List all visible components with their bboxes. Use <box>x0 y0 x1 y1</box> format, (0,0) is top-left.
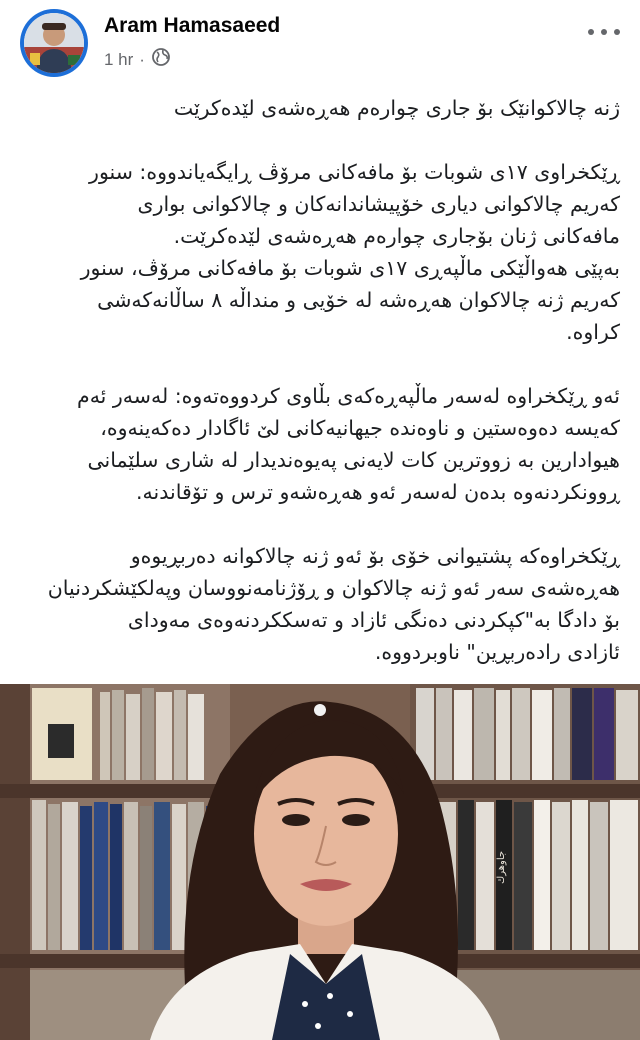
globe-icon[interactable] <box>151 47 171 72</box>
more-options-icon[interactable] <box>588 22 620 42</box>
author-avatar[interactable] <box>20 9 88 77</box>
more-dot <box>614 29 620 35</box>
post-paragraph: ڕێکخراوەکە پشتیوانی خۆی بۆ ئەو ژنە چالاکوانە دەربڕیوەو هەڕەشەی سەر ئەو ژنە چالاکوان و ڕۆژنامەنووسان وپەلکێشکردنیان بۆ دادگا بە"کپکردنی دەنگی ئازاد و تەسککردنەوەی مەودای ئازادی رادەربڕین" ناوبردووە. <box>47 544 620 664</box>
meta-separator: · <box>139 49 145 69</box>
post-headline: ژنە چالاکوانێک بۆ جاری چوارەم هەڕەشەی لێدەکرێت <box>173 96 620 120</box>
post-meta <box>104 47 171 72</box>
post-paragraph: ڕێکخراوی ١٧ی شوبات بۆ مافەکانی مرۆڤ ڕایگەیاندووە: سنور کەریم چالاکوانی دیاری خۆپیشاندانەکان و چالاکوانی بواری مافەکانی ژنان بۆجاری چوارەم هەڕەشەی لێدەکرێت. بەپێی هەواڵێکی ماڵپەڕی ١٧ی شوبات بۆ مافەکانی مرۆڤ، سنور کەریم ژنە چالاکوان هەڕەشە لە خۆیی و منداڵە ٨ ساڵانەکەشی کراوە. <box>80 160 620 344</box>
post-header <box>0 0 640 82</box>
author-name[interactable]: Aram Hamasaeed <box>104 14 281 37</box>
post-photo[interactable] <box>0 684 640 1040</box>
book-spine-text: جاوهرك <box>496 850 507 884</box>
more-dot <box>601 29 607 35</box>
post-body <box>20 92 620 700</box>
avatar-photo <box>24 13 84 73</box>
more-dot <box>588 29 594 35</box>
post-time[interactable]: 1 hr <box>104 49 134 69</box>
post-paragraph: ئەو ڕێکخراوە لەسەر ماڵپەڕەکەی بڵاوی کردووەتەوە: لەسەر ئەم کەیسە دەوەستین و ناوەندە جیهانیەکانی لێ ئاگادار دەکەینەوە، هیوادارین بە زووترین کات لایەنی پەیوەندیدار لە شاری سلێمانی ڕوونکردنەوە بدەن لەسەر ئەو هەڕەشەو ترس و تۆقاندنە. <box>77 384 620 504</box>
